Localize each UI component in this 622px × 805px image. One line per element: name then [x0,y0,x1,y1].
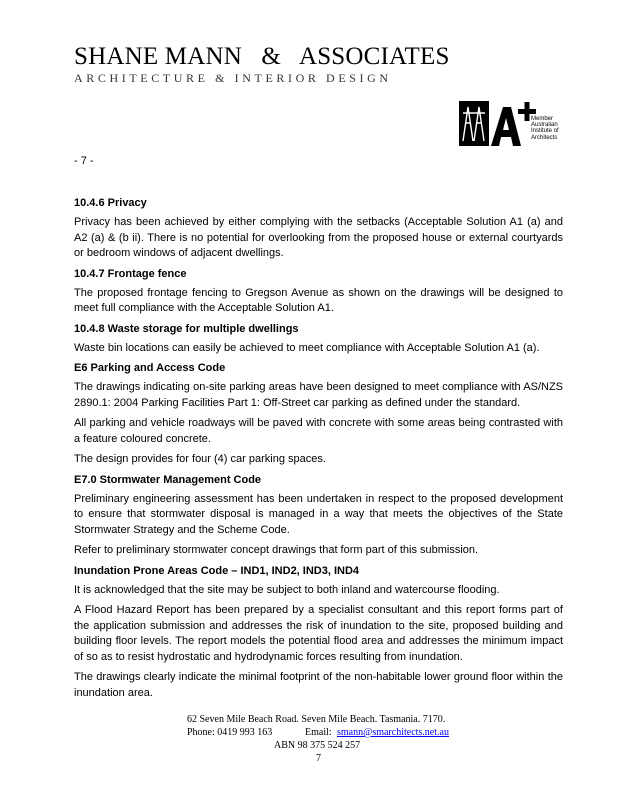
paragraph: All parking and vehicle roadways will be paved with concrete with some areas being contrasted with a feature coloured concrete. [74,417,563,445]
footer-page-number: 7 [316,753,321,764]
firm-name: SHANE MANN & ASSOCIATES [74,43,450,70]
aia-line-2: Australian [531,122,558,129]
page-marker: - 7 - [74,155,94,167]
aia-line-4: Architects [531,134,558,141]
footer-email-link[interactable]: smann@smarchitects.net.au [337,727,449,738]
aia-letter-a [491,107,521,146]
section-stormwater [74,473,563,559]
section-waste-storage [74,322,563,357]
aia-plus-v [525,102,530,121]
firm-tagline: ARCHITECTURE & INTERIOR DESIGN [74,71,392,85]
paragraph: Preliminary engineering assessment has been undertaken in respect to the proposed development to ensure that stormwater disposal is managed in a way that meets the objectives of the State Stormwater Strategy and the Scheme Code. [74,492,563,536]
section-privacy [74,196,563,262]
footer-phone: Phone: 0419 993 163 [187,727,273,738]
footer-email-label: Email: [305,727,332,738]
section-frontage-fence [74,267,563,317]
section-heading: 10.4.8 Waste storage for multiple dwellings [74,322,299,335]
paragraph: It is acknowledged that the site may be subject to both inland and watercourse flooding. [74,583,500,596]
paragraph: The proposed frontage fencing to Gregson Avenue as shown on the drawings will be designed to meet full compliance with the Acceptable Solution A1. [74,286,563,314]
paragraph: Waste bin locations can easily be achieved to meet compliance with Acceptable Solution A1 (a). [74,341,540,354]
section-heading: E7.0 Stormwater Management Code [74,473,262,486]
section-inundation [74,564,563,702]
footer-address: 62 Seven Mile Beach Road. Seven Mile Beach. Tasmania. 7170. [187,714,446,725]
paragraph: The drawings indicating on-site parking areas have been designed to meet compliance with AS/NZS 2890.1: 2004 Parking Facilities Part 1: Off-Street car parking as defined under the standard. [74,381,563,409]
section-heading: 10.4.7 Frontage fence [74,267,187,280]
paragraph: A Flood Hazard Report has been prepared by a specialist consultant and this report forms part of the application submission and addresses the risk of inundation to the site, proposed building and building floor levels. The report models the potential flood area and addresses the minimum impact of so as to resist hydrostatic and hydrodynamic forces resulting from inundation. [74,604,563,663]
paragraph: Refer to preliminary stormwater concept drawings that form part of this submission. [74,544,479,556]
section-heading: 10.4.6 Privacy [74,197,147,209]
footer-abn: ABN 98 375 524 257 [274,740,361,751]
aia-member-text [531,116,559,141]
letterhead [74,44,450,86]
paragraph: The design provides for four (4) car parking spaces. [74,453,326,465]
section-heading: Inundation Prone Areas Code – IND1, IND2, IND3, IND4 [74,564,360,577]
paragraph: Privacy has been achieved by either complying with the setbacks (Acceptable Solution A1 (a) and A2 (a) & (b ii). There is no potential for overlooking from the proposed house or external courtyards or bedroom windows of adjacent dwellings. [74,216,563,259]
section-parking-access [74,361,563,468]
section-heading: E6 Parking and Access Code [74,362,226,374]
paragraph: The drawings clearly indicate the minimal footprint of the non-habitable lower ground floor within the inundation area. [74,671,563,699]
aia-line-1: Member [531,116,554,122]
aia-line-3: Institute of [531,128,559,135]
document-body [74,196,563,706]
